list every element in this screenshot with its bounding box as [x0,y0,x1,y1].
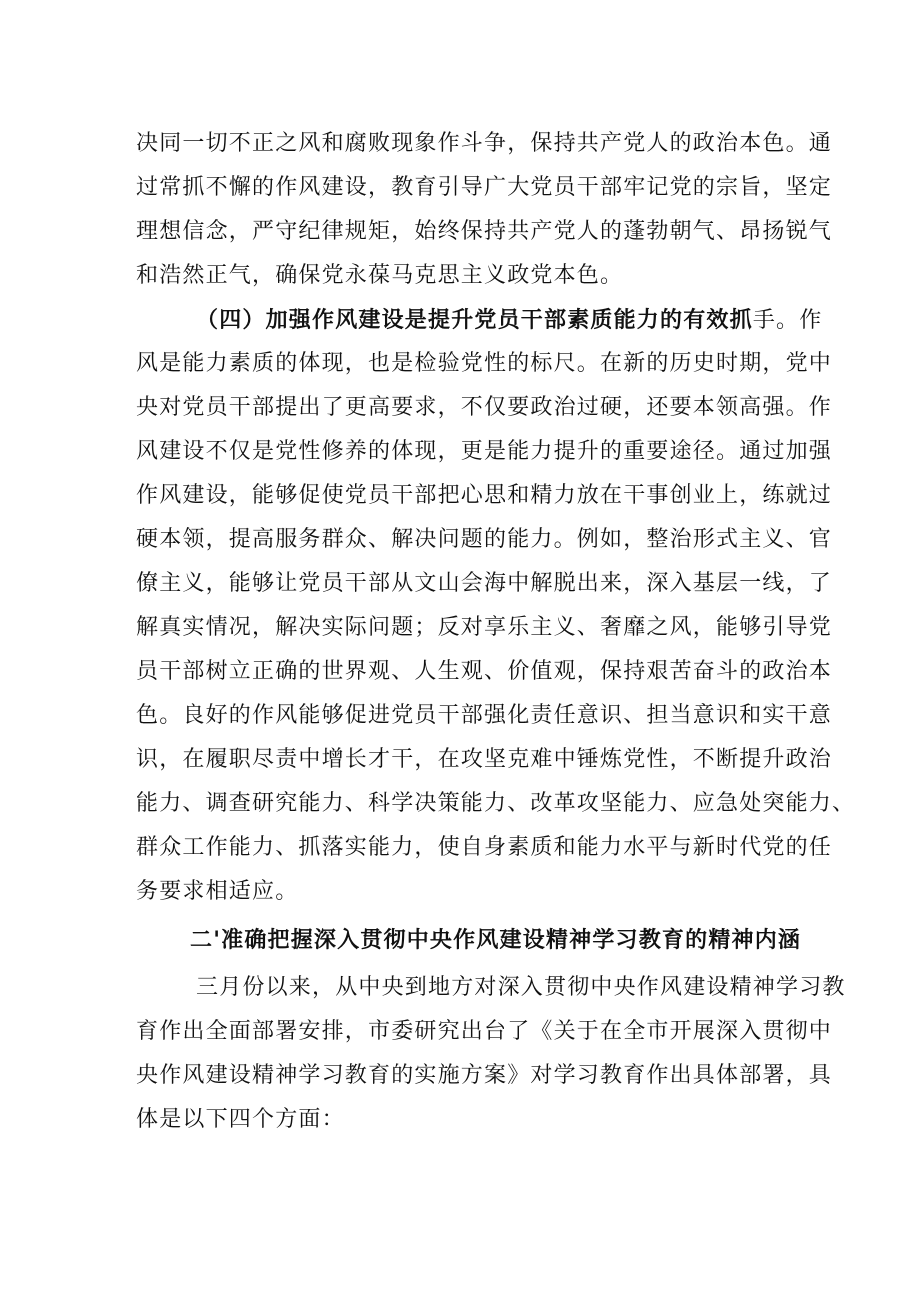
text-line: 僚主义，能够让党员干部从文山会海中解脱出来，深入基层一线，了 [136,571,833,596]
text-line: 风建设不仅是党性修养的体现，更是能力提升的重要途径。通过加强 [136,439,833,464]
text-line: 理想信念，严守纪律规矩，始终保持共产党人的蓬勃朝气、昂扬锐气 [136,219,833,244]
text-line: 能力、调查研究能力、科学决策能力、改革攻坚能力、应急处突能力、 [136,791,856,816]
text-line: 作风建设，能够促使党员干部把心思和精力放在干事创业上，练就过 [136,483,833,508]
text-line: 色。良好的作风能够促进党员干部强化责任意识、担当意识和实干意 [136,703,833,728]
document-body [136,122,856,1142]
text-line: 过常抓不懈的作风建设，教育引导广大党员干部牢记党的宗旨，坚定 [136,175,833,200]
text-run: 手。作 [752,308,823,333]
text-line: 风是能力素质的体现，也是检验党性的标尺。在新的历史时期，党中 [136,351,833,376]
text-line: 体是以下四个方面： [136,1107,345,1132]
text-line: 识，在履职尽责中增长才干，在攻坚克难中锤炼党性，不断提升政治 [136,747,833,772]
subsection-heading: （四）加强作风建设是提升党员干部素质能力的有效抓 [196,307,753,333]
text-line: 央对党员干部提出了更高要求，不仅要政治过硬，还要本领高强。作 [136,395,833,420]
paragraph-first-line [136,298,823,342]
text-line: 央作风建设精神学习教育的实施方案》对学习教育作出具体部署，具 [136,1063,833,1088]
text-line: 决同一切不正之风和腐败现象作斗争，保持共产党人的政治本色。通 [136,131,833,156]
text-line: 员干部树立正确的世界观、人生观、价值观，保持艰苦奋斗的政治本 [136,659,833,684]
paragraph-political-character [136,122,833,298]
section-heading: 二'准确把握深入贯彻中央作风建设精神学习教育的精神内涵 [190,927,802,953]
text-line: 群众工作能力、抓落实能力，使自身素质和能力水平与新时代党的任 [136,835,833,860]
paragraph-ability-improvement [136,298,856,914]
text-line: 和浩然正气，确保党永葆马克思主义政党本色。 [136,263,624,288]
paragraph-deployment [136,966,846,1142]
paragraph-first-line: 三月份以来，从中央到地方对深入贯彻中央作风建设精神学习教 [196,975,846,1000]
text-line: 育作出全面部署安排，市委研究出台了《关于在全市开展深入贯彻中 [136,1019,833,1044]
text-line: 解真实情况，解决实际问题；反对享乐主义、奢靡之风，能够引导党 [136,615,833,640]
text-line: 硬本领，提高服务群众、解决问题的能力。例如，整治形式主义、官 [136,527,833,552]
text-line: 务要求相适应。 [136,879,299,904]
